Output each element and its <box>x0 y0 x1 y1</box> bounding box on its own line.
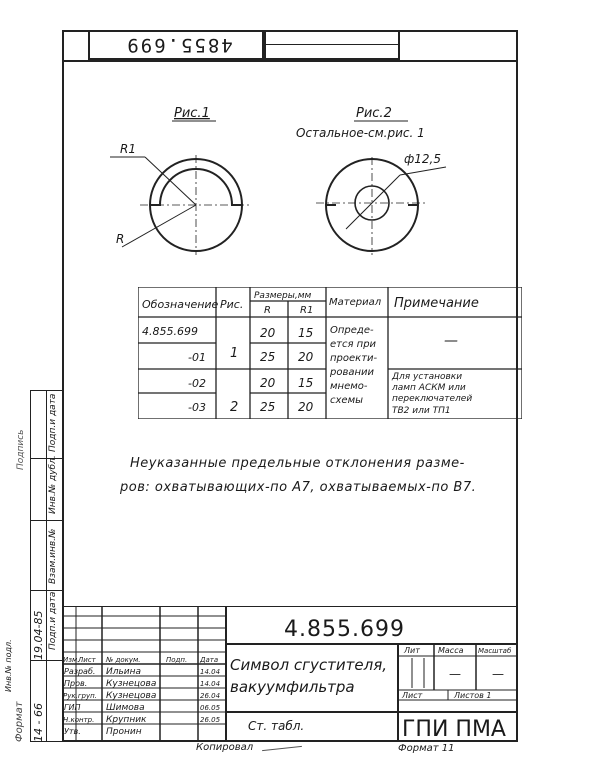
th-dims: Размеры,мм <box>254 291 312 301</box>
tb-name-1: Кузнецова <box>106 679 157 689</box>
row3-r: 25 <box>260 400 276 414</box>
strip-label-inv-dubl: Инв.№ дубл. <box>48 455 58 514</box>
material-line-0: Опреде- <box>330 325 374 336</box>
tb-col-list: Лист <box>78 656 96 664</box>
row3-designation: -03 <box>188 401 206 414</box>
tb-doc-number: 4.855.699 <box>284 617 405 642</box>
handwritten-inv-number: 14 - 66 <box>32 703 45 742</box>
material-line-5: схемы <box>330 395 364 406</box>
row0-designation: 4.855.699 <box>142 325 198 338</box>
row0-r1: 15 <box>298 326 314 340</box>
figures-area <box>100 95 480 270</box>
fig2-dia-label: ф12,5 <box>404 152 441 166</box>
tb-role-4: Н.контр. <box>63 716 95 724</box>
tb-col-podp: Подп. <box>166 656 188 664</box>
tolerance-note-line-0: Неуказанные предельные отклонения разме- <box>130 456 465 471</box>
th-designation: Обозначение <box>142 298 219 311</box>
tolerance-note-line-1: ров: охватывающих-по А7, охватываемых-по В7. <box>120 480 477 495</box>
material-line-2: проекти- <box>330 353 378 364</box>
row2-r: 20 <box>260 376 276 390</box>
fig2-note: Остальное-см.рис. 1 <box>296 126 425 140</box>
tb-date-1: 14.04 <box>200 680 221 688</box>
row3-r1: 20 <box>298 400 314 414</box>
tb-name-2: Кузнецова <box>106 691 157 701</box>
footer-copied-signature <box>262 746 302 751</box>
row1-designation: -01 <box>188 351 206 364</box>
handwritten-signature: Подпись <box>16 429 26 470</box>
tb-role-5: Утв. <box>64 727 81 736</box>
title-block <box>62 606 518 742</box>
tb-product-line-0: Символ сгустителя, <box>230 656 387 674</box>
tb-name-0: Ильина <box>106 667 142 677</box>
remark-line-1: ламп АСКМ или <box>392 383 466 393</box>
spec-table <box>138 287 522 419</box>
tb-col-date: Дата <box>200 656 219 664</box>
material-line-1: ется при <box>330 339 377 350</box>
tb-sheet-label: Лист <box>402 691 423 700</box>
fig-group-1: 1 <box>230 346 239 361</box>
tb-mass-label: Масса <box>438 646 464 655</box>
material-line-4: мнемо- <box>330 381 368 392</box>
tb-role-1: Пров. <box>64 679 88 688</box>
th-fig: Рис. <box>220 298 244 311</box>
strip-label-podp-data-2: Подп.и дата <box>48 393 58 452</box>
tb-org: ГПИ ПМА <box>402 717 506 742</box>
tb-date-0: 14.04 <box>200 668 221 676</box>
th-r1: R1 <box>300 305 314 316</box>
tb-lit-label: Лит <box>404 646 420 655</box>
frame-top-inner <box>62 60 518 62</box>
tb-scale-value: — <box>492 667 504 681</box>
tb-sheets-label: Листов 1 <box>454 691 492 700</box>
tb-date-4: 26.05 <box>200 716 221 724</box>
remark-line-2: переключателей <box>392 394 473 404</box>
row2-designation: -02 <box>188 377 206 390</box>
material-line-3: ровании <box>330 367 375 378</box>
strip-label-vzam-inv: Взам.инв.№ <box>48 528 58 584</box>
strip-label-podp-data-1: Подп.и дата <box>48 591 58 650</box>
th-material: Материал <box>329 297 382 308</box>
tb-date-3: 06.05 <box>200 704 221 712</box>
tb-scale-label: Масштаб <box>478 647 512 655</box>
row0-r: 20 <box>260 326 276 340</box>
handwritten-format: Формат <box>14 701 25 742</box>
rotated-doc-number: 4855.699 <box>125 34 233 56</box>
tb-product-line-1: вакуумфильтра <box>230 678 355 696</box>
remark-line-0: Для установки <box>392 372 463 382</box>
row2-r1: 15 <box>298 376 314 390</box>
row1-r1: 20 <box>298 350 314 364</box>
remark-dash: — <box>444 333 458 349</box>
fig1-title: Рис.1 <box>174 106 210 121</box>
th-r: R <box>264 305 271 316</box>
fig2-title: Рис.2 <box>356 106 392 121</box>
remark-line-3: ТВ2 или ТП1 <box>392 406 451 416</box>
tb-material: Ст. табл. <box>248 719 305 733</box>
tb-role-3: ГИП <box>64 703 81 712</box>
footer-format: Формат 11 <box>398 743 455 754</box>
tb-name-5: Пронин <box>106 727 142 737</box>
tb-col-doc: № докум. <box>106 656 141 664</box>
fig1-r-label: R <box>116 232 125 246</box>
tb-col-izm: Изм. <box>63 656 80 664</box>
tb-mass-value: — <box>449 667 461 681</box>
handwritten-date: 19.04-85 <box>32 610 45 660</box>
th-remark: Примечание <box>394 296 479 311</box>
fig-group-2: 2 <box>230 400 239 415</box>
tb-name-3: Шимова <box>106 703 145 713</box>
tb-name-4: Крупник <box>106 715 147 725</box>
row1-r: 25 <box>260 350 276 364</box>
tb-role-2: Рук.груп. <box>63 692 97 700</box>
fig1-r1-label: R1 <box>120 142 136 156</box>
tb-role-0: Разраб. <box>64 667 96 676</box>
strip-label-inv-podl: Инв.№ подл. <box>4 639 13 692</box>
footer-copied: Копировал <box>196 742 254 753</box>
left-strip-divider <box>46 390 47 742</box>
tb-date-2: 26.04 <box>200 692 221 700</box>
